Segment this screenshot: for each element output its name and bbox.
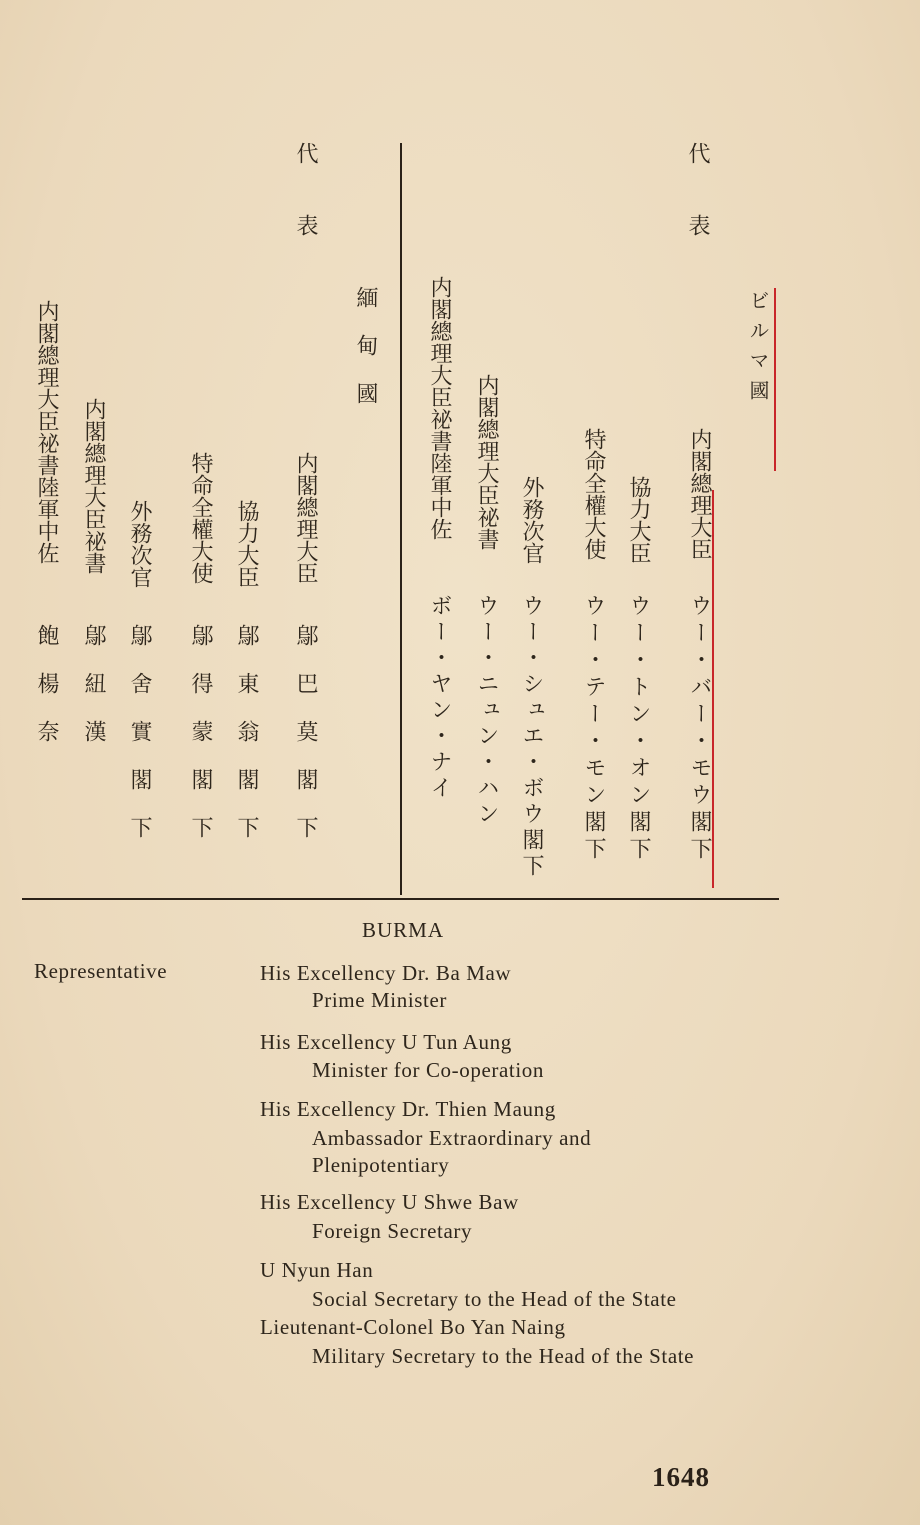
burma-heading: 代表: [685, 142, 710, 286]
chinese-country-name: 緬甸國: [353, 286, 378, 430]
english-name-5: U Nyun Han: [260, 1258, 374, 1282]
chinese-name-5: 鄔紐漢: [81, 624, 106, 768]
english-name-1: His Excellency Dr. Ba Maw: [260, 961, 512, 985]
english-name-6: Lieutenant-Colonel Bo Yan Naing: [260, 1315, 566, 1339]
english-position-2: Minister for Co-operation: [312, 1058, 544, 1082]
page-number: 1648: [652, 1462, 710, 1492]
english-position-3b: Plenipotentiary: [312, 1153, 450, 1177]
burma-title-3: 特命全權大使: [581, 428, 606, 560]
english-position-1: Prime Minister: [312, 988, 447, 1012]
chinese-title-5: 内閣總理大臣祕書: [81, 398, 106, 574]
english-role-label: Representative: [34, 959, 168, 983]
burma-name-5: ウー・ニュン・ハン: [474, 594, 499, 828]
burma-title-5: 内閣總理大臣祕書: [474, 374, 499, 550]
english-position-3: Ambassador Extraordinary and: [312, 1126, 592, 1150]
burma-name-3: ウー・テー・モン閣下: [581, 594, 606, 864]
chinese-title-1: 内閣總理大臣: [293, 452, 318, 584]
burma-name-1: ウー・バー・モウ閣下: [687, 594, 712, 864]
chinese-title-2: 協力大臣: [234, 500, 259, 588]
chinese-name-4: 鄔舍實閣下: [127, 624, 152, 864]
burma-name-2: ウー・トン・オン閣下: [626, 594, 651, 864]
burma-title-1: 内閣總理大臣: [687, 428, 712, 560]
chinese-name-1: 鄔巴莫閣下: [293, 624, 318, 864]
english-position-6: Military Secretary to the Head of the State: [312, 1344, 695, 1368]
chinese-name-2: 鄔東翁閣下: [234, 624, 259, 864]
burma-country-name: ビルマ國: [746, 290, 770, 410]
section-divider: [22, 898, 779, 900]
english-name-2: His Excellency U Tun Aung: [260, 1030, 512, 1054]
english-name-3: His Excellency Dr. Thien Maung: [260, 1097, 556, 1121]
burma-name-6: ボー・ヤン・ナイ: [427, 594, 452, 802]
chinese-name-3: 鄔得蒙閣下: [188, 624, 213, 864]
burma-title-6: 内閣總理大臣祕書陸軍中佐: [427, 276, 452, 540]
red-margin-rule-bottom: [712, 490, 714, 888]
burma-name-4: ウー・シュエ・ボウ閣下: [519, 594, 544, 880]
column-divider: [400, 143, 402, 895]
chinese-title-6: 内閣總理大臣祕書陸軍中佐: [34, 300, 59, 564]
red-margin-rule-top: [774, 288, 776, 471]
chinese-title-3: 特命全權大使: [188, 452, 213, 584]
burma-title-4: 外務次官: [519, 476, 544, 564]
english-position-5: Social Secretary to the Head of the State: [312, 1287, 677, 1311]
chinese-heading: 代表: [293, 142, 318, 286]
chinese-title-4: 外務次官: [127, 500, 152, 588]
chinese-name-6: 飽楊奈: [34, 624, 59, 768]
english-position-4: Foreign Secretary: [312, 1219, 473, 1243]
english-name-4: His Excellency U Shwe Baw: [260, 1190, 519, 1214]
english-country-heading: BURMA: [362, 918, 445, 942]
burma-title-2: 協力大臣: [626, 476, 651, 564]
